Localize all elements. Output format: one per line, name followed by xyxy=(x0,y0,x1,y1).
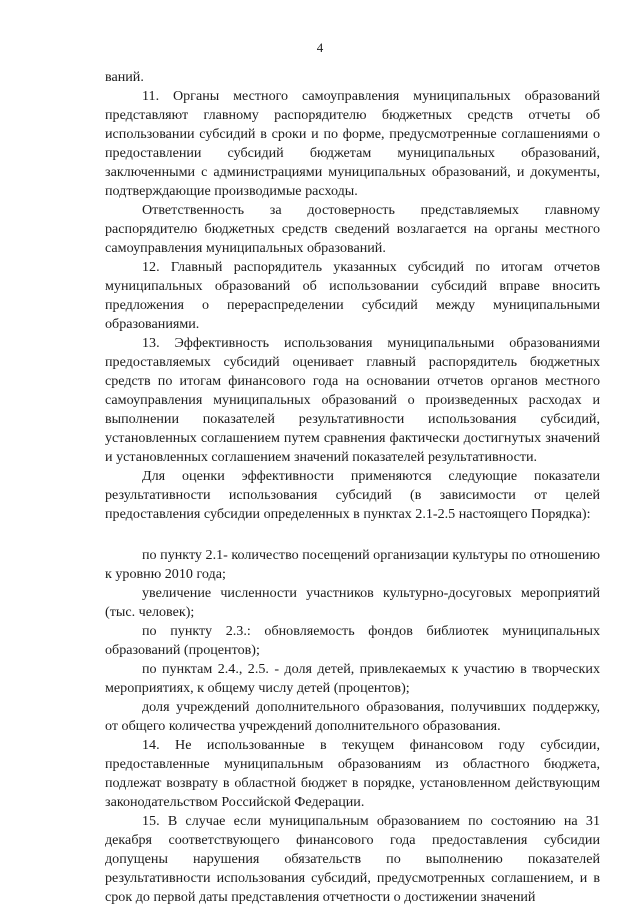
blank-line xyxy=(105,524,600,546)
paragraph-responsibility: Ответственность за достоверность представляемых главному распорядителю бюджетных средств сведений возлагается на органы местного самоуправления муниципальных образований. xyxy=(105,202,600,256)
indicator-item-2-3: по пункту 2.3.: обновляемость фондов библиотек муниципальных образований (процентов); xyxy=(105,623,600,658)
document-body xyxy=(105,68,600,907)
paragraph-item-15: 15. В случае если муниципальным образованием по состоянию на 31 декабря соответствующего финансового года предоставления субсидии допущены нарушения обязательств по выполнению показателей результативности использования субсидий, предусмотренных соглашением, и в срок до первой даты представления отчетности о достижении значений xyxy=(105,813,600,905)
indicator-item-2-1: по пункту 2.1- количество посещений организации культуры по отношению к уровню 2010 года; xyxy=(105,547,600,582)
page-number: 4 xyxy=(316,40,324,55)
paragraph-item-12: 12. Главный распорядитель указанных субсидий по итогам отчетов муниципальных образований об использовании субсидий вправе вносить предложения о перераспределении субсидий между муниципальными образованиями. xyxy=(105,259,600,332)
indicator-item-2-4-2-5: по пунктам 2.4., 2.5. - доля детей, привлекаемых к участию в творческих мероприятиях, к общему числу детей (процентов); xyxy=(105,661,600,696)
paragraph-item-13: 13. Эффективность использования муниципальными образованиями предоставляемых субсидий оценивает главный распорядитель бюджетных средств по итогам финансового года на основании отчетов органов местного самоуправления муниципальных образований о произведенных расходах и выполнении показателей результативности использования субсидий, установленных соглашением путем сравнения фактически достигнутых значений и установленных соглашением значений показателей результативности. xyxy=(105,335,600,465)
indicator-item-institutions: доля учреждений дополнительного образования, получивших поддержку, от общего количества учреждений дополнительного образования. xyxy=(105,699,600,734)
paragraph-item-14: 14. Не использованные в текущем финансовом году субсидии, предоставленные муниципальным образованиям из областного бюджета, подлежат возврату в областной бюджет в порядке, установленном действующим законодательством Российской Федерации. xyxy=(105,737,600,810)
paragraph-item-11: 11. Органы местного самоуправления муниципальных образований представляют главному распорядителю бюджетных средств отчеты об использовании субсидий в сроки и по форме, предусмотренные соглашениями о предоставлении субсидий бюджетам муниципальных образований, заключенными с администрациями муниципальных образований, и документы, подтверждающие производимые расходы. xyxy=(105,88,600,199)
indicator-item-participants: увеличение численности участников культурно-досуговых мероприятий (тыс. человек); xyxy=(105,585,600,620)
paragraph-indicators-intro: Для оценки эффективности применяются следующие показатели результативности использования субсидий (в зависимости от целей предоставления субсидии определенных в пунктах 2.1-2.5 настоящего Порядка): xyxy=(105,468,600,522)
paragraph-continuation: ваний. xyxy=(105,69,144,85)
